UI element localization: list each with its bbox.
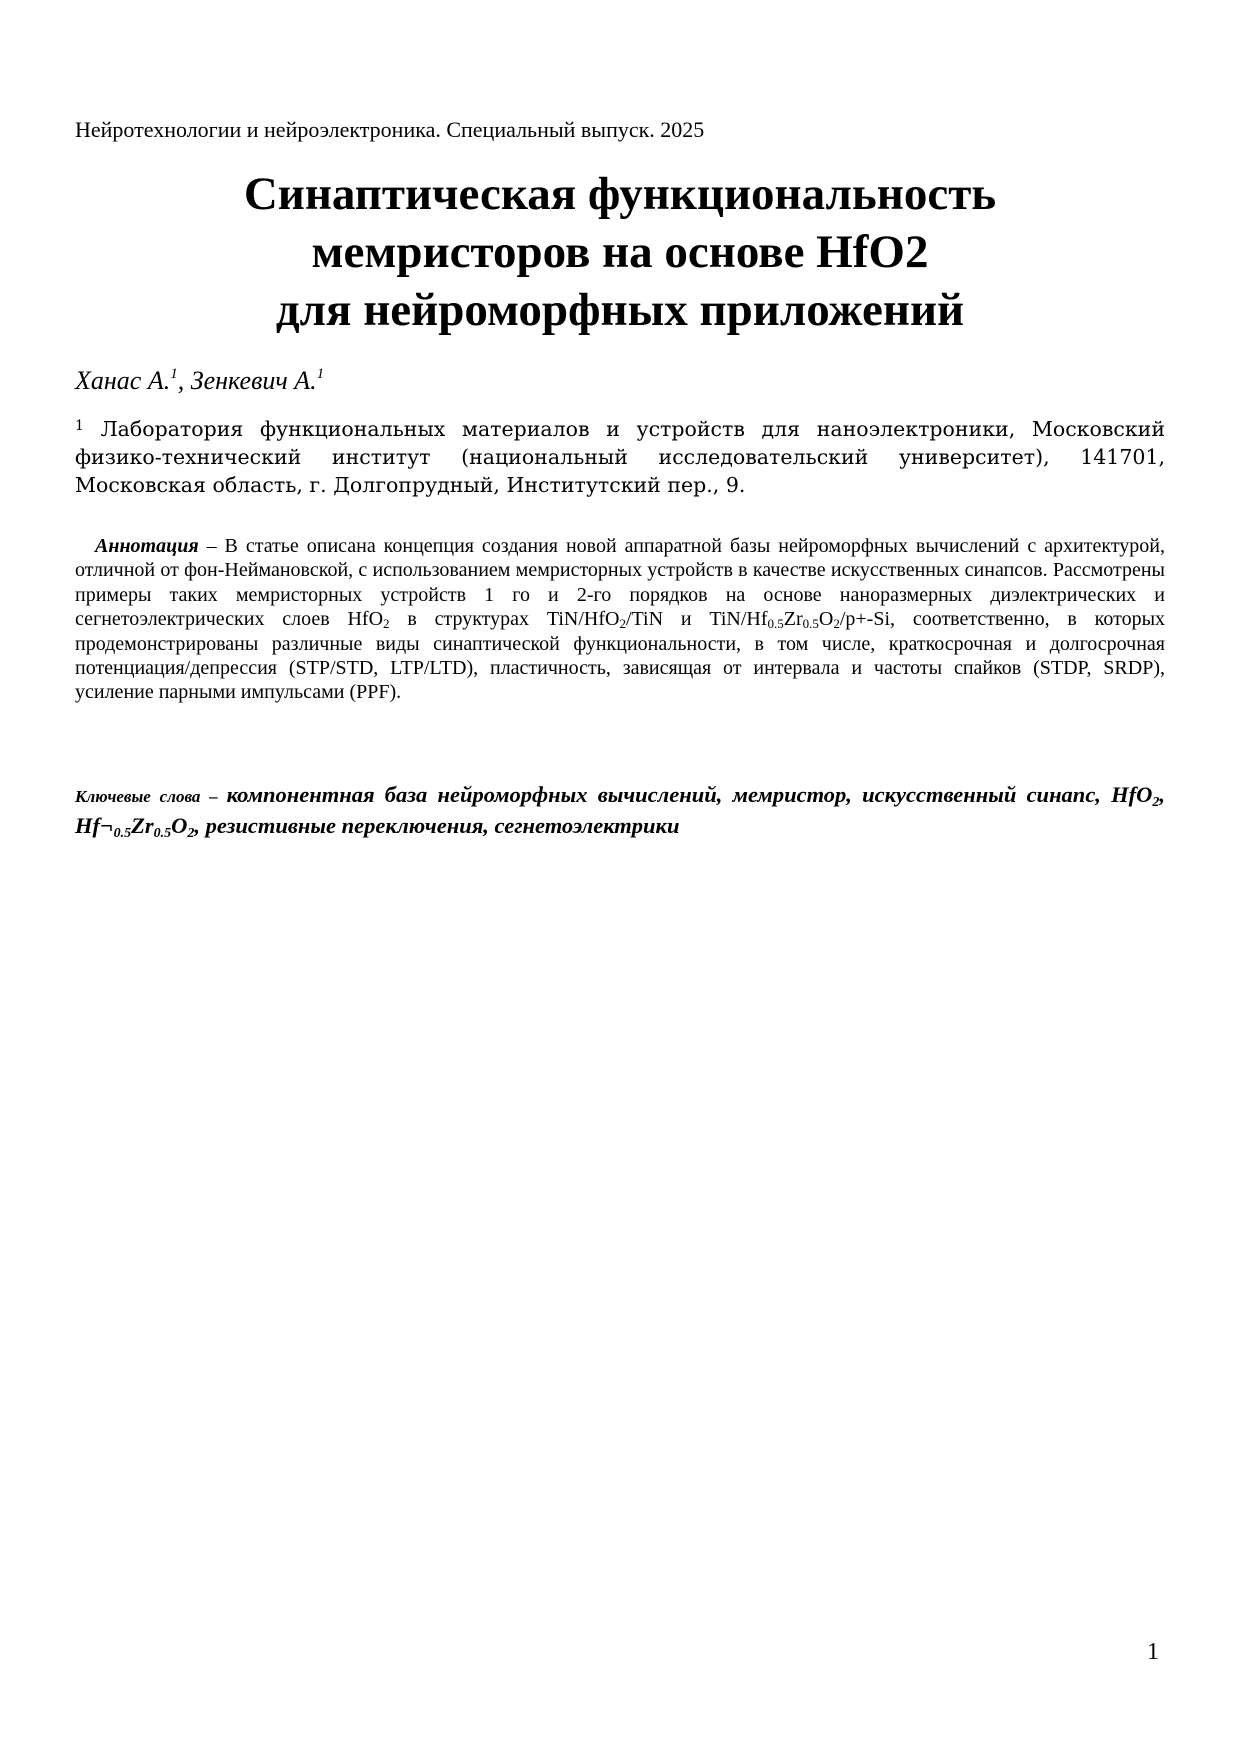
- keywords-text-3: Zr: [131, 813, 154, 838]
- keywords-label: Ключевые слова –: [75, 787, 227, 806]
- title-line-3: для нейроморфных приложений: [275, 284, 965, 336]
- keywords-sub-3: 0.5: [153, 826, 172, 841]
- abstract: [75, 534, 1165, 705]
- title-line-2-text: мемристоров на основе HfO: [311, 226, 905, 278]
- title-line-2: [75, 223, 1165, 281]
- keywords-sub-4: 2: [187, 826, 195, 841]
- author-2: Зенкевич А.: [190, 366, 317, 395]
- keywords: [75, 780, 1165, 840]
- abstract-text-3: /TiN и TiN/Hf: [625, 608, 768, 631]
- keywords-sub-1: 2: [1152, 795, 1160, 810]
- author-separator: ,: [177, 366, 191, 395]
- journal-header: Нейротехнологии и нейроэлектроника. Специальный выпуск. 2025: [75, 117, 705, 142]
- abstract-text-2: в структурах TiN/HfO: [389, 608, 620, 631]
- keywords-sub-2: 0.5: [113, 826, 132, 841]
- authors: [75, 365, 1165, 397]
- title-line-1: Синаптическая функциональность: [243, 168, 997, 220]
- keywords-text-4: O: [171, 813, 188, 838]
- affiliation-mark: 1: [75, 418, 84, 434]
- author-2-affiliation-mark: 1: [316, 366, 325, 382]
- abstract-text-5: O: [818, 608, 834, 631]
- page-number: 1: [1147, 1639, 1159, 1665]
- abstract-sub-3: 0.5: [767, 616, 784, 632]
- abstract-text-6: /p+-Si, соответственно, в которых продемонстрированы различные виды синаптической функциональности, в том числе, краткосрочная и долгосрочная потенциация/депрессия (STP/STD, LTP/LTD), пластичность, зависящая от интервала и частоты спайков (STDP, SRDP), усиление парными импульсами (PPF).: [75, 608, 1166, 704]
- abstract-sub-4: 0.5: [802, 616, 819, 632]
- abstract-sub-2: 2: [619, 616, 626, 632]
- abstract-text-1: – В статье описана концепция создания новой аппаратной базы нейроморфных вычислений с архитектурой, отличной от фон-Неймановской, с использованием мемристорных устройств в качестве искусственных синапсов. Рассмотрены примеры таких мемристорных устройств 1 го и 2-го порядков на основе наноразмерных диэлектрических и сегнетоэлектрических слоев HfO: [75, 535, 1165, 631]
- paper-title: [75, 165, 1165, 339]
- author-1: Ханас А.: [75, 366, 171, 395]
- affiliation: [75, 415, 1165, 499]
- abstract-label: Аннотация: [95, 535, 199, 557]
- abstract-text-4: Zr: [783, 608, 803, 631]
- keywords-text-5: , резистивные переключения, сегнетоэлектрики: [194, 813, 680, 838]
- title-subscript: 2: [904, 226, 929, 278]
- abstract-sub-1: 2: [383, 616, 390, 632]
- abstract-sub-5: 2: [833, 616, 840, 632]
- keywords-text-1: компонентная база нейроморфных вычислений, мемристор, искусственный синапс, HfO: [226, 782, 1153, 807]
- author-1-affiliation-mark: 1: [170, 366, 178, 382]
- keywords-text-2: , Hf¬: [75, 782, 1166, 838]
- affiliation-text: Лаборатория функциональных материалов и устройств для наноэлектроники, Московский физико-технический институт (национальный исследовательский университет), 141701, Московская область, г. Долгопрудный, Институтский пер., 9.: [75, 417, 1165, 497]
